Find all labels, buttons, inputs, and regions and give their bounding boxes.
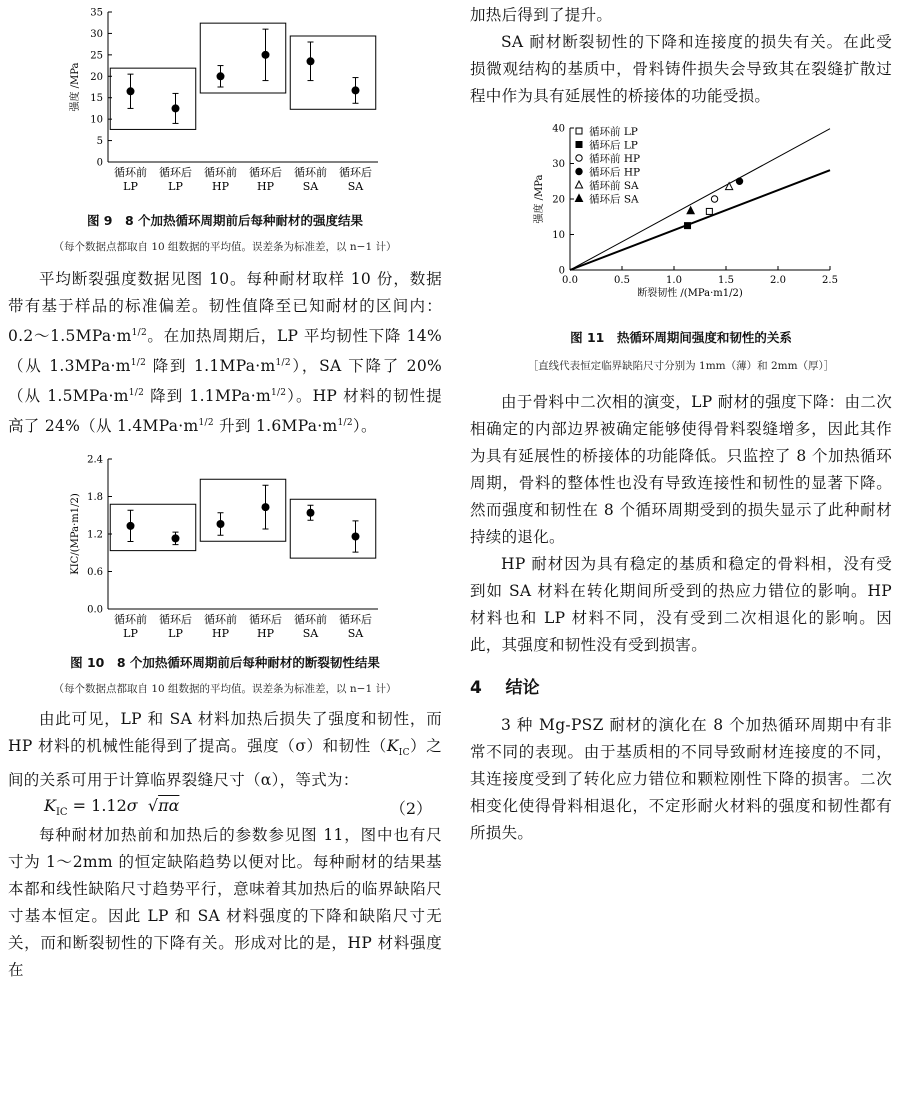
legend-label: 循环前 SA [589, 180, 639, 192]
data-point [736, 178, 742, 184]
y-tick-label: 10 [90, 114, 103, 126]
paragraph-4: 加热后得到了提升。 [470, 6, 613, 24]
data-point [217, 72, 225, 80]
group-box [110, 68, 196, 129]
paragraph-3: 每种耐材加热前和加热后的参数参见图 11，图中也有尺寸为 1～2mm 的恒定缺陷趋势以便对比。每种耐材的结果基本都和线性缺陷尺寸趋势平行，意味着其加热后的临界缺陷尺寸基本恒定。因此 LP 和 SA 材料强度的下降和缺陷尺寸无关，而和断裂韧性的下降有关。形成对比的是，HP 材料强度在 [8, 825, 442, 979]
x-tick-label: 循环后 [339, 166, 372, 179]
y-axis-label: 强度 /MPa [70, 62, 81, 112]
legend-label: 循环后 SA [589, 193, 639, 206]
x-tick-label: 2.5 [822, 275, 838, 286]
x-tick-label: 循环后 [249, 166, 282, 179]
paragraph-6: 由于骨料中二次相的演变，LP 耐材的强度下降：由二次相确定的内部边界被确定能够使得骨料裂缝增多，因此其作为具有延展性的桥接体的功能降低。只监控了 8 个加热循环周期，骨料的整体性也没有导致连接性和韧性的显著下降。然而强度和韧性在 8 个循环周期受到的损失显示了此种耐材持续的退化。 [470, 393, 892, 546]
figure-10-note: （每个数据点都取自 10 组数据的平均值。误差条为标准差，以 n−1 计） [53, 682, 397, 695]
y-tick-label: 40 [552, 123, 565, 135]
y-tick-label: 20 [552, 194, 565, 206]
y-tick-label: 30 [552, 159, 565, 170]
y-axis-label: KIC/(MPa·m1/2) [70, 492, 81, 575]
section-heading [470, 673, 892, 698]
x-tick-label: SA [347, 626, 364, 640]
y-axis-label: 强度 /MPa [534, 174, 545, 224]
legend-marker [576, 155, 582, 161]
x-tick-label: SA [347, 180, 364, 193]
x-tick-label: 循环前 [294, 166, 327, 179]
legend-marker [576, 142, 582, 148]
data-point [685, 223, 691, 229]
x-tick-label: 0.5 [614, 275, 630, 286]
x-tick-label: 0.0 [562, 275, 578, 286]
legend-label: 循环后 LP [589, 139, 638, 152]
legend-marker [575, 181, 582, 188]
legend-label: 循环前 LP [589, 126, 638, 138]
figure-9-caption: 图 9 8 个加热循环周期前后每种耐材的强度结果 [86, 213, 364, 228]
y-tick-label: 2.4 [87, 454, 103, 466]
y-tick-label: 0 [558, 265, 565, 277]
paragraph-1: 平均断裂强度数据见图 10。每种耐材取样 10 份，数据带有基于样品的标准偏差。韧性值降至已知耐材的区间内：$0.2\sim 1.5MPa\cdot m^{1/2}$。在加热周期后，LP 平均韧性下降 14%（从 $1.3MPa\cdot m^{1/2}$ 降到 $1.1MPa\cdot m^{1/2}$），SA 下降了 20%（从 $1.5MPa\cdot m^{1/2}$ 降到 $1.1MPa\cdot m^{1/2}$）。HP 材料的韧性提高了 24%（从 $1.4MPa\cdot m^{1/2}$ 升到 $1.6MPa\cdot m^{1/2}$）。 [8, 270, 443, 436]
equation-formula: $K_{IC} = 1.12\sigma$ √πα [44, 795, 180, 818]
data-point [352, 86, 360, 94]
y-tick-label: 35 [90, 7, 103, 19]
equation-number: （2） [389, 798, 432, 818]
y-tick-label: 5 [96, 136, 103, 148]
data-point [217, 520, 225, 528]
x-tick-label: SA [302, 180, 319, 193]
left-column [8, 0, 442, 984]
y-tick-label: 0 [96, 157, 103, 169]
x-tick-label: SA [302, 626, 319, 640]
legend-label: 循环前 HP [589, 153, 641, 165]
y-tick-label: 15 [90, 93, 103, 105]
x-tick-label: 循环前 [204, 612, 237, 626]
paragraph-7: HP 耐材因为具有稳定的基质和稳定的骨料相，没有受到如 SA 材料在转化期间所受到的热应力错位的影响。HP 材料也和 LP 材料不同，没有受到二次相退化的影响。因此，其强度和韧性没有受到损害。 [470, 555, 892, 654]
group-box [110, 504, 196, 550]
section-title: 结论 [505, 678, 540, 698]
data-point [172, 534, 180, 542]
paragraph-5: SA 耐材断裂韧性的下降和连接度的损失有关。在此受损微观结构的基质中，骨料铸件损失会导致其在裂缝扩散过程中作为具有延展性的桥接体的功能受损。 [470, 33, 892, 105]
x-tick-label: 循环后 [249, 612, 282, 626]
x-tick-label: HP [257, 180, 274, 193]
data-point [687, 207, 694, 214]
x-axis-label: 断裂韧性 /(MPa·m1/2) [637, 288, 743, 299]
y-tick-label: 10 [552, 230, 565, 241]
figure-11-chart [470, 120, 892, 320]
data-point [352, 532, 360, 540]
legend-label: 循环后 HP [589, 166, 641, 179]
paragraph-8: 3 种 Mg-PSZ 耐材的演化在 8 个加热循环周期中有非常不同的表现。由于基质相的不同导致耐材连接度的不同，其连接度受到了转化应力错位和颗粒刚性下降的损害。二次相变化使得骨料相退化，不定形耐火材料的强度和韧性都有所损失。 [470, 716, 892, 842]
figure-11-caption: 图 11 热循环周期间强度和韧性的关系 [570, 330, 792, 345]
y-tick-label: 0.6 [87, 566, 103, 578]
data-point [172, 104, 180, 112]
x-tick-label: LP [123, 180, 138, 193]
x-tick-label: LP [123, 626, 138, 640]
figure-9-chart [8, 0, 442, 205]
y-tick-label: 20 [90, 71, 103, 83]
x-tick-label: 循环后 [159, 166, 192, 179]
x-tick-label: 2.0 [770, 275, 786, 286]
legend-marker [575, 195, 582, 202]
figure-10-chart [8, 447, 442, 647]
section-number: 4 [470, 678, 482, 698]
data-point [262, 503, 270, 511]
paragraph-2: 由此可见，LP 和 SA 材料加热后损失了强度和韧性，而 HP 材料的机械性能得到了提高。强度（σ）和韧性$(K_{IC})$之间的关系可用于计算临界裂缝尺寸（α），等式为： [8, 709, 442, 789]
data-point [127, 522, 135, 530]
y-tick-label: 1.8 [87, 491, 103, 503]
x-tick-label: 1.5 [718, 275, 734, 286]
group-box [200, 479, 286, 541]
group-box [290, 499, 376, 558]
x-tick-label: 循环后 [159, 612, 192, 626]
equation-2 [8, 796, 442, 822]
x-tick-label: HP [257, 626, 274, 640]
data-point [307, 508, 315, 516]
x-tick-label: LP [168, 626, 183, 640]
x-tick-label: 循环后 [339, 612, 372, 626]
x-tick-label: LP [168, 180, 183, 193]
x-tick-label: HP [212, 180, 229, 193]
x-tick-label: 循环前 [114, 612, 147, 626]
data-point [307, 57, 315, 65]
group-box [290, 36, 376, 109]
y-tick-label: 30 [90, 28, 103, 40]
legend-marker [576, 128, 582, 134]
figure-9-note: （每个数据点都取自 10 组数据的平均值。误差条为标准差，以 n−1 计） [53, 241, 397, 253]
data-point [262, 51, 270, 59]
figure-11-note: ［直线代表恒定临界缺陷尺寸分别为 1mm（薄）和 2mm（厚）］ [527, 360, 835, 372]
right-column [470, 0, 892, 847]
y-tick-label: 25 [90, 50, 103, 62]
legend-marker [576, 168, 582, 174]
figure-10-caption: 图 10 8 个加热循环周期前后每种耐材的断裂韧性结果 [70, 654, 380, 670]
x-tick-label: 1.0 [666, 275, 682, 286]
data-point [127, 87, 135, 95]
data-point [726, 183, 733, 190]
y-tick-label: 1.2 [87, 529, 103, 541]
data-point [711, 196, 717, 202]
data-point [706, 208, 712, 214]
x-tick-label: 循环前 [204, 166, 237, 179]
x-tick-label: 循环前 [114, 166, 147, 179]
x-tick-label: 循环前 [294, 612, 327, 626]
y-tick-label: 0.0 [87, 604, 103, 616]
x-tick-label: HP [212, 626, 229, 640]
group-box [200, 23, 286, 93]
